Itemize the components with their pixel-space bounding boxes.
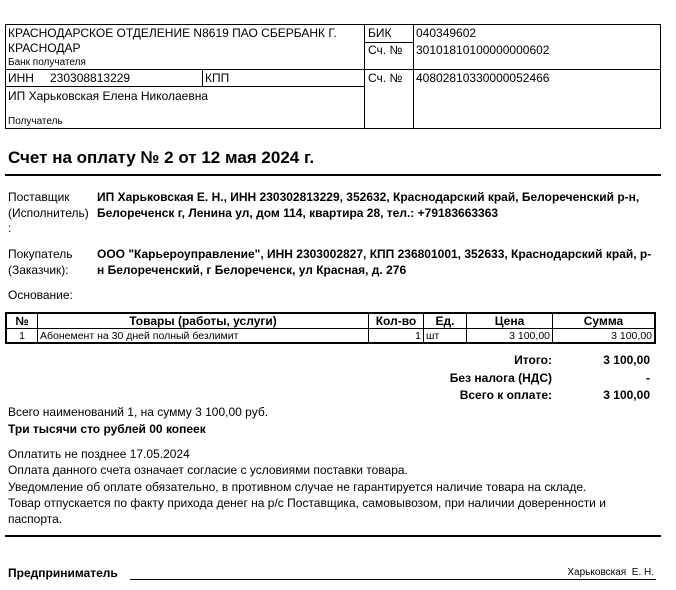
note-line3: Уведомление об оплате обязательно, в противном случае не гарантируется наличие товара на складе.	[8, 480, 587, 494]
row-sum: 3 100,00	[611, 330, 652, 342]
bottom-divider	[5, 535, 661, 537]
header-sum: Сумма	[583, 314, 624, 328]
supplier-label-line2: (Исполнитель)	[8, 206, 89, 220]
itogo-value: 3 100,00	[603, 353, 650, 367]
buyer-value-line1: ООО "Карьероуправление", ИНН 2303002827, КПП 236801001, 352633, Краснодарский край, р-	[97, 247, 652, 261]
note-line5: паспорта.	[8, 512, 63, 526]
supplier-label-line1: Поставщик	[8, 190, 70, 204]
kpp-label: КПП	[205, 71, 230, 85]
bank-caption: Банк получателя	[8, 57, 86, 68]
invoice-title: Счет на оплату № 2 от 12 мая 2024 г.	[8, 148, 315, 167]
buyer-label-line2: (Заказчик):	[8, 263, 69, 277]
signature-name: Харьковская Е. Н.	[567, 567, 654, 578]
row-goods: Абонемент на 30 дней полный безлимит	[40, 330, 239, 342]
row-quantity: 1	[415, 330, 421, 342]
corr-account-label: Сч. №	[368, 43, 403, 57]
signature-line	[130, 579, 656, 580]
bik-label: БИК	[368, 26, 392, 40]
summary-count-line: Всего наименований 1, на сумму 3 100,00 руб.	[8, 405, 269, 419]
itogo-label: Итого:	[514, 353, 552, 367]
row-unit: шт	[426, 330, 440, 342]
bank-name-line1: КРАСНОДАРСКОЕ ОТДЕЛЕНИЕ N8619 ПАО СБЕРБАНК Г.	[8, 26, 337, 40]
corr-account-value: 30101810100000000602	[416, 43, 550, 57]
account-label: Сч. №	[368, 71, 403, 85]
signature-label: Предприниматель	[8, 566, 118, 580]
buyer-value-line2: н Белореченский, г Белореченск, ул Красная, д. 276	[97, 263, 407, 277]
supplier-label-line3: :	[8, 221, 12, 235]
account-value: 40802810330000052466	[416, 71, 550, 85]
header-price: Цена	[494, 314, 525, 328]
vat-value: -	[646, 371, 650, 385]
row-price: 3 100,00	[509, 330, 550, 342]
bank-name-line2: КРАСНОДАР	[8, 41, 81, 55]
header-goods: Товары (работы, услуги)	[129, 314, 277, 328]
note-line2: Оплата данного счета означает согласие с условиями поставки товара.	[8, 463, 408, 477]
header-unit: Ед.	[435, 314, 455, 328]
total-value: 3 100,00	[603, 388, 650, 402]
supplier-value-line1: ИП Харьковская Е. Н., ИНН 230302813229, 352632, Краснодарский край, Белореченский р-н,	[97, 190, 640, 204]
bik-value: 040349602	[416, 26, 477, 40]
header-quantity: Кол-во	[375, 314, 417, 328]
note-line4: Товар отпускается по факту прихода денег на р/с Поставщика, самовывозом, при наличии доверенности и	[8, 496, 606, 510]
title-underline	[5, 174, 661, 176]
header-number: №	[15, 314, 29, 328]
buyer-label-line1: Покупатель	[8, 247, 73, 261]
recipient-caption: Получатель	[8, 116, 63, 127]
vat-label: Без налога (НДС)	[449, 371, 552, 385]
supplier-value-line2: Белореченск г, Ленина ул, дом 114, квартира 28, тел.: +79183663363	[97, 206, 499, 220]
amount-in-words: Три тысячи сто рублей 00 копеек	[8, 422, 206, 436]
total-label: Всего к оплате:	[459, 388, 552, 402]
row-number: 1	[19, 330, 25, 342]
inn-value: 230308813229	[50, 71, 131, 85]
inn-label: ИНН	[8, 71, 34, 85]
recipient-name: ИП Харьковская Елена Николаевна	[8, 89, 209, 103]
basis-label: Основание:	[8, 288, 73, 302]
note-due-date: Оплатить не позднее 17.05.2024	[8, 447, 190, 461]
